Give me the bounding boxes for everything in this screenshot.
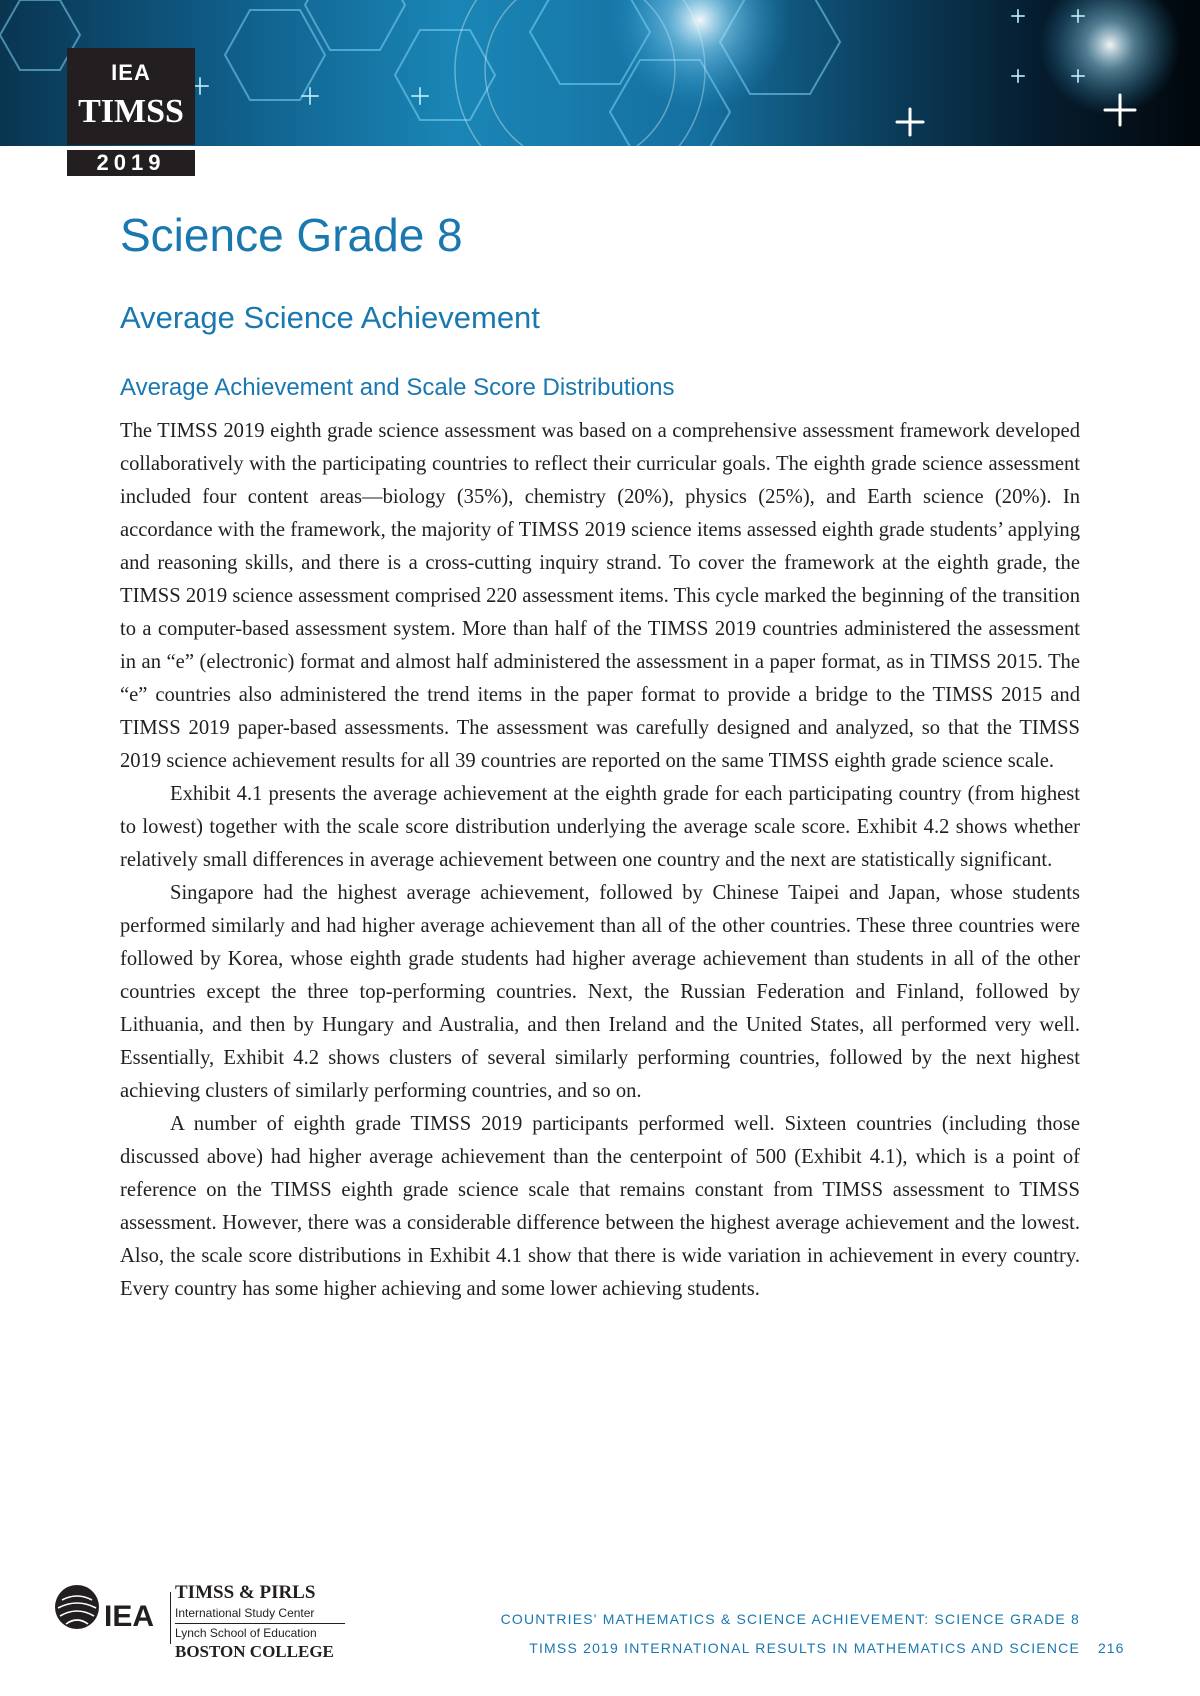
paragraph-4: A number of eighth grade TIMSS 2019 participants performed well. Sixteen countries (including those discussed above) had higher average achievement than the centerpoint of 500 (Exhibit 4.1), which is a point of reference on the TIMSS eighth grade science scale that remains constant from TIMSS assessment to TIMSS assessment. However, there was a considerable difference between the highest average achievement and the lowest. Also, the scale score distributions in Exhibit 4.1 show that there is wide variation in achievement in every country. Every country has some higher achieving and some lower achieving students. — [120, 1113, 1080, 1300]
logo-timss-text: TIMSS — [78, 93, 184, 130]
paragraph-1: The TIMSS 2019 eighth grade science assessment was based on a comprehensive assessment framework developed collaboratively with the participating countries to reflect their curricular goals. The eighth grade science assessment included four content areas—biology (35%), chemistry (20%), physics (25%), and Earth science (20%). In accordance with the framework, the majority of TIMSS 2019 science items assessed eighth grade students’ applying and reasoning skills, and there is a cross-cutting inquiry strand. To cover the framework at the eighth grade, the TIMSS 2019 science assessment comprised 220 assessment items. This cycle marked the beginning of the transition to a computer-based assessment system. More than half of the TIMSS 2019 countries administered the assessment in an “e” (electronic) format and almost half administered the assessment in a paper format, as in TIMSS 2015. The “e” countries also administered the trend items in the paper format to provide a bridge to the TIMSS 2015 and TIMSS 2019 paper-based assessments. The assessment was carefully designed and analyzed, so that the TIMSS 2019 science achievement results for all 39 countries are reported on the same TIMSS eighth grade science scale. — [120, 420, 1080, 772]
footer-center-name: TIMSS & PIRLS — [175, 1582, 316, 1603]
timss-logo — [67, 48, 195, 145]
section-heading: Average Science Achievement — [120, 300, 540, 335]
footer-iea-logo-text: IEA — [104, 1600, 155, 1633]
body-text — [120, 415, 1080, 1306]
footer-center-line2: International Study Center — [175, 1606, 315, 1620]
footer-divider — [170, 1592, 171, 1644]
running-head-2: TIMSS 2019 INTERNATIONAL RESULTS IN MATHEMATICS AND SCIENCE — [529, 1640, 1080, 1656]
page-number: 216 — [1098, 1640, 1125, 1656]
paragraph-2: Exhibit 4.1 presents the average achievement at the eighth grade for each participating country (from highest to lowest) together with the scale score distribution underlying the average scale score. Exhibit 4.2 shows whether relatively small differences in average achievement between one country and the next are statistically significant. — [120, 783, 1080, 871]
logo-iea-text: IEA — [111, 60, 151, 85]
iea-globe-icon — [52, 1582, 102, 1632]
footer-rule — [175, 1623, 345, 1624]
page-title: Science Grade 8 — [120, 209, 463, 261]
footer-college: BOSTON COLLEGE — [175, 1642, 334, 1661]
running-head-1: COUNTRIES' MATHEMATICS & SCIENCE ACHIEVEMENT: SCIENCE GRADE 8 — [500, 1611, 1080, 1627]
subsection-heading: Average Achievement and Scale Score Distributions — [120, 374, 675, 401]
paragraph-3: Singapore had the highest average achievement, followed by Chinese Taipei and Japan, whose students performed similarly and had higher average achievement than all of the other countries. These three countries were followed by Korea, whose eighth grade students had higher average achievement than students in all of the other countries except the three top-performing countries. Next, the Russian Federation and Finland, followed by Lithuania, and then by Hungary and Australia, and then Ireland and the United States, all performed very well. Essentially, Exhibit 4.2 shows clusters of several similarly performing countries, followed by the next highest achieving clusters of similarly performing countries, and so on. — [120, 882, 1080, 1102]
logo-year: 2019 — [67, 150, 195, 176]
footer-school: Lynch School of Education — [175, 1626, 317, 1640]
